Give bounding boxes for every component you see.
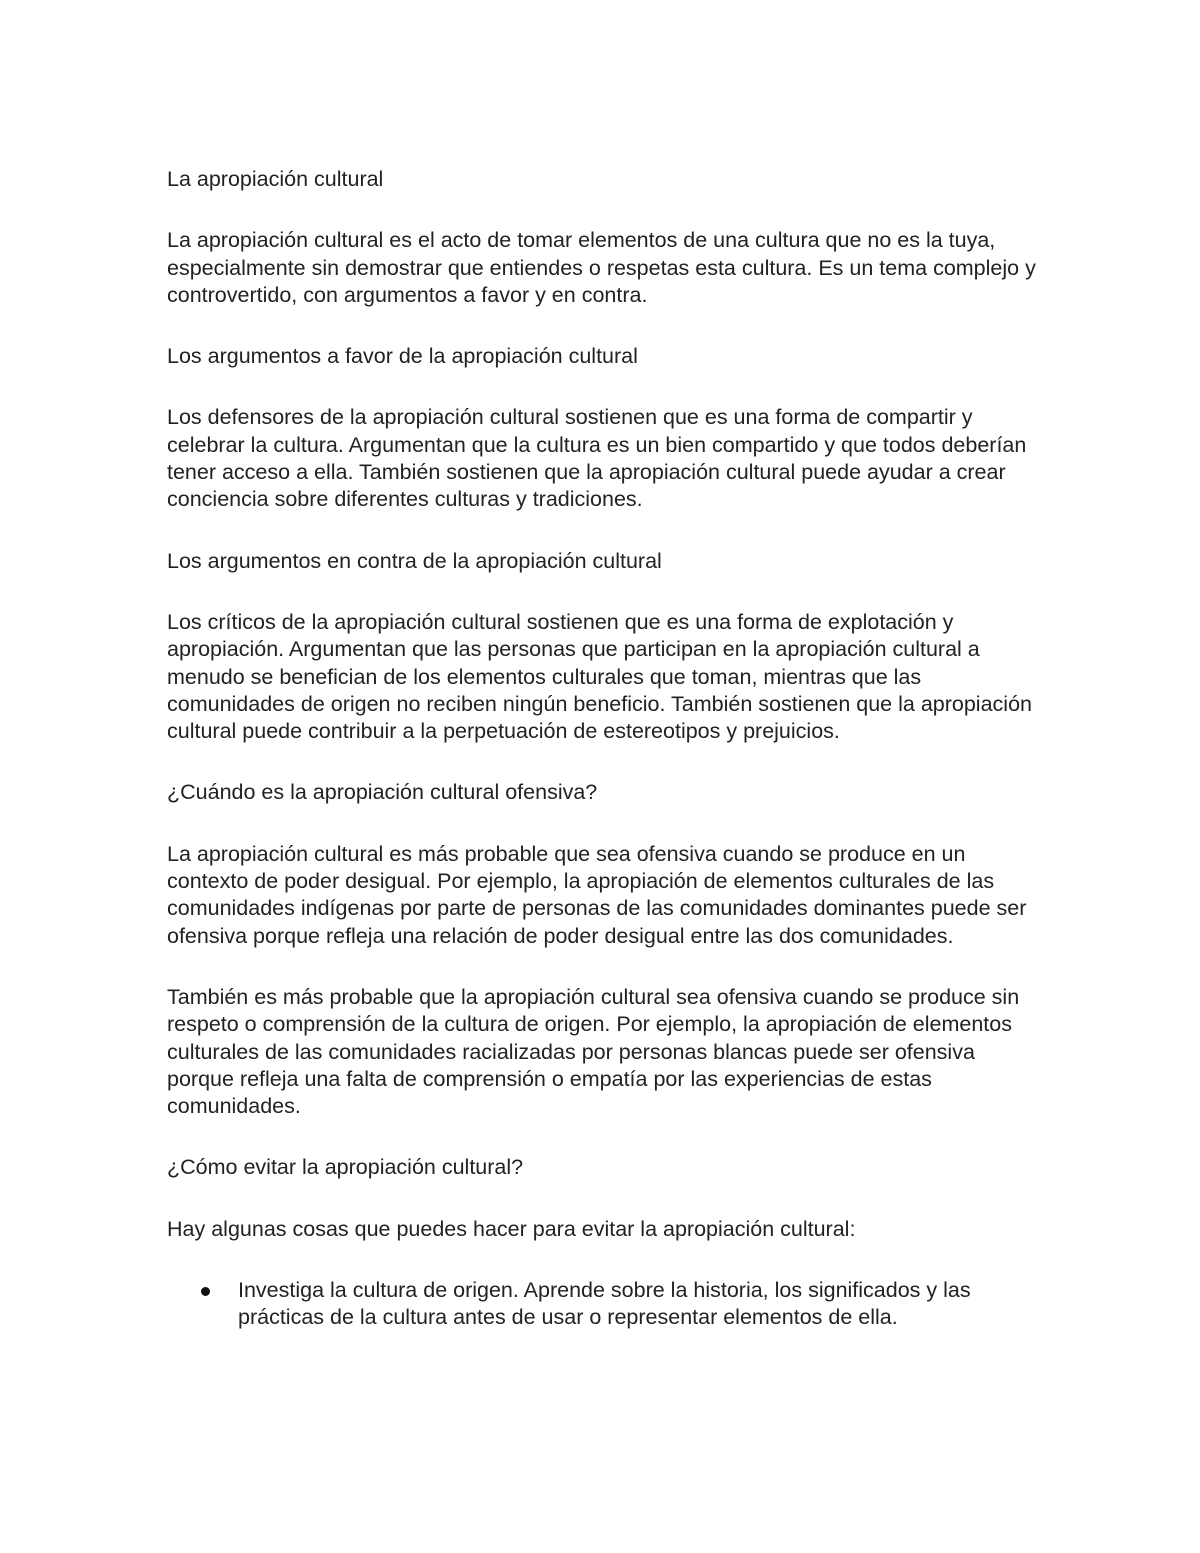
list-item-text: Investiga la cultura de origen. Aprende sobre la historia, los significados y las prácticas de la cultura antes de usar o representar elementos de ella. [238, 1278, 971, 1330]
section-body-favor: Los defensores de la apropiación cultural sostienen que es una forma de compartir y celebrar la cultura. Argumentan que la cultura es un bien compartido y que todos deberían tener acceso a ella. También sostienen que la apropiación cultural puede ayudar a crear conciencia sobre diferentes culturas y tradiciones. [167, 405, 1027, 512]
document-page [167, 166, 1047, 1332]
section-heading-favor: Los argumentos a favor de la apropiación cultural [167, 344, 638, 369]
bullet-list [167, 1277, 1047, 1332]
section-body-ofensiva-2: También es más probable que la apropiación cultural sea ofensiva cuando se produce sin respeto o comprensión de la cultura de origen. Por ejemplo, la apropiación de elementos culturales de las comunidades racializadas por personas blancas puede ser ofensiva porque refleja una falta de comprensión o empatía por las experiencias de estas comunidades. [167, 984, 1020, 1119]
section-intro-evitar: Hay algunas cosas que puedes hacer para evitar la apropiación cultural: [167, 1216, 856, 1241]
section-heading-contra: Los argumentos en contra de la apropiación cultural [167, 548, 662, 573]
document-title: La apropiación cultural [167, 167, 384, 191]
section-body-ofensiva-1: La apropiación cultural es más probable que sea ofensiva cuando se produce en un contexto de poder desigual. Por ejemplo, la apropiación de elementos culturales de las comunidades indígenas por parte de personas de las comunidades dominantes puede ser ofensiva porque refleja una relación de poder desigual entre las dos comunidades. [167, 841, 1027, 948]
section-heading-evitar: ¿Cómo evitar la apropiación cultural? [167, 1155, 524, 1180]
section-body-contra: Los críticos de la apropiación cultural sostienen que es una forma de explotación y apropiación. Argumentan que las personas que participan en la apropiación cultural a menudo se benefician de los elementos culturales que toman, mientras que las comunidades de origen no reciben ningún beneficio. También sostienen que la apropiación cultural puede contribuir a la perpetuación de estereotipos y prejuicios. [167, 609, 1032, 744]
list-item [167, 1277, 1047, 1332]
intro-paragraph: La apropiación cultural es el acto de tomar elementos de una cultura que no es la tuya, especialmente sin demostrar que entiendes o respetas esta cultura. Es un tema complejo y controvertido, con argumentos a favor y en contra. [167, 228, 1036, 307]
section-heading-ofensiva: ¿Cuándo es la apropiación cultural ofensiva? [167, 780, 598, 805]
bullet-icon [201, 1287, 210, 1296]
